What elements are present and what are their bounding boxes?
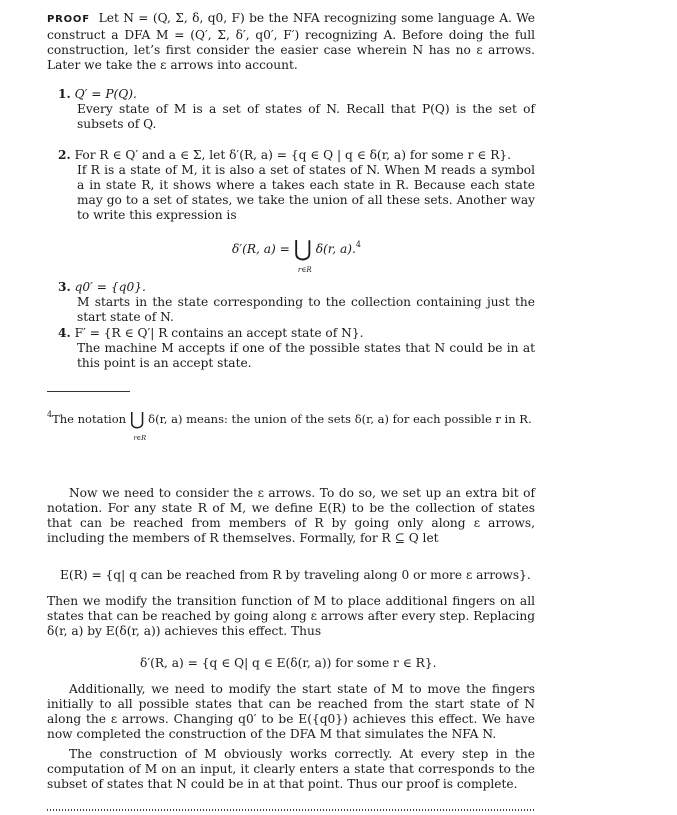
bottom-dotted-rule [47,809,535,811]
epsilon-paragraph-1: Now we need to consider the ε arrows. To do so, we set up an extra bit of notation. For any state R of M, we define E(R) to be the collection of states that can be reached from members of R by going only along ε arrows, including the members of R themselves. Formally, for R ⊆ Q let [47,486,535,545]
item-body: M starts in the state corresponding to the collection containing just the start state of N. [77,294,535,324]
proof-intro-text: Let N = (Q, Σ, δ, q0, F) be the NFA recognizing some language A. We construct a DFA M = (Q′, Σ, δ′, q0′, F′) recognizing A. Before doing the full construction, let’s first consider the easier case wherein N has no ε arrows. Later we take the ε arrows into account. [47,11,536,72]
item-body: Every state of M is a set of states of N. Recall that P(Q) is the set of subsets of Q. [77,101,535,131]
construction-item-1 [58,87,535,132]
item-title: 1. Q′ = P(Q). [58,87,137,101]
footnote: $^4$The notation ⋃ r∈R δ(r, a) means: the union of the sets δ(r, a) for each possible r in R. [47,409,532,442]
epsilon-paragraph-3: Additionally, we need to modify the start state of M to move the fingers initially to all possible states that can be reached from the start state of N along the ε arrows. Changing q0′ to be E({q0}) achieves this effect. We have now completed the construction of the DFA M that simulates the NFA N. [47,682,535,741]
union-symbol-icon: ⋃ r∈R [293,237,312,274]
item-body: The machine M accepts if one of the possible states that N could be in at this point is an accept state. [77,340,535,370]
union-symbol-icon: ⋃ r∈R [129,409,147,442]
item-number: 3. [58,280,71,294]
item-body: If R is a state of M, it is also a set of states of N. When M reads a symbol a in state R, it shows where a takes each state in R. Because each state may go to a set of states, we take the union of all these sets. Another way to write this expression is [77,162,535,222]
item-title: 3. q0′ = {q0}. [58,280,146,294]
item-number: 1. [58,87,71,101]
item-title: 4. F′ = {R ∈ Q′| R contains an accept state of N}. [58,326,364,340]
item-number: 2. [58,148,71,162]
footnote-marker: 4 [355,240,362,249]
construction-item-2 [58,148,535,223]
proof-label: PROOF [47,14,90,25]
epsilon-paragraph-4: The construction of M obviously works correctly. At every step in the computation of M on an input, it clearly enters a state that corresponds to the subset of states that N could be in at that point. Thus our proof is complete. [47,747,535,791]
footnote-number: 4 [47,410,53,419]
item-title: 2. For R ∈ Q′ and a ∈ Σ, let δ′(R, a) = {q ∈ Q | q ∈ δ(r, a) for some r ∈ R}. [58,148,512,162]
epsilon-paragraph-2: Then we modify the transition function of M to place additional fingers on all states that can be reached by going along ε arrows after every step. Replacing δ(r, a) by E(δ(r, a)) achieves this effect. Thus [47,594,535,638]
union-equation: δ′(R, a) = ⋃ r∈R δ(r, a).$^4$ [232,237,362,274]
footnote-rule [47,391,130,392]
proof-intro [47,11,535,73]
closure-equation: E(R) = {q| q can be reached from R by traveling along 0 or more ε arrows}. [60,568,531,582]
construction-item-3 [58,280,535,325]
transition-equation: δ′(R, a) = {q ∈ Q| q ∈ E(δ(r, a)) for some r ∈ R}. [140,656,437,670]
item-number: 4. [58,326,71,340]
construction-item-4 [58,326,535,371]
